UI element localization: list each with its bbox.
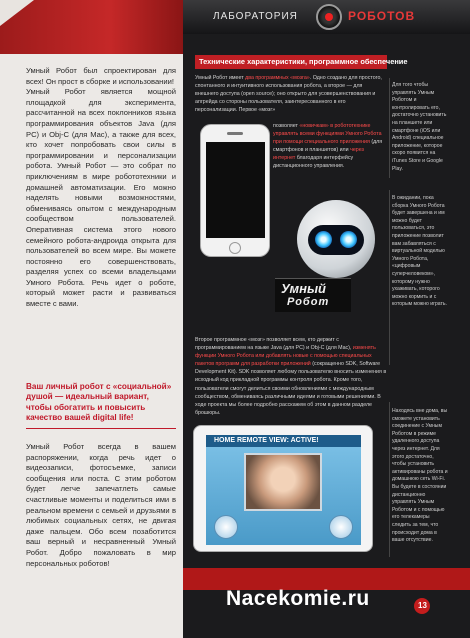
second-part-b: (сокращенно SDK, Software Development Kit). SDK позволяет любому пользователю вносить изменения в исходный код прикладной программы контроля робота. Кроме того, пользователи смогут делиться своими обновлениями с международным сообществом, обмениваясь различными идеями и готовыми решениями. В ходе проекта мы более подробно расскажем об этом в данном разделе брошюры. (195, 361, 387, 416)
left-red-strip (0, 0, 183, 54)
sidebar-divider-2 (389, 190, 390, 365)
sidebar-note-3: Находясь вне дома, вы сможете установить соединение с Умным Роботом в режиме удаленного доступа через интернет. Для этого достаточно, чтобы установить активированы робота и домашнюю сеть Wi-Fi. Вы будете в состоянии дистанционно управлять Умным Роботом и с помощью его телекамеры следить за тем, что происходит дома в ваше отсутствие. (392, 408, 448, 544)
phone-home-button (229, 242, 241, 254)
robot-eye-logo-icon (316, 4, 342, 30)
left-paragraph-3: Умный Робот всегда в вашем распоряжении, когда речь идет о видеозаписи, фотосъемке, записи сообщения или поста. С этим роботом будет легче запечатлеть самые счастливые моменты и поделиться ими в реальном времени с семьей и друзьями в любимых социальных сетях, не двигая даже пальцем. Обо всем позаботится ваш верный и несравненный Умный Робот. Добро пожаловать в мир персональных роботов! (26, 442, 176, 568)
phone-speaker (227, 132, 243, 135)
brand-line-2: Робот (287, 296, 330, 308)
tablet-image (193, 425, 373, 552)
left-paragraph-1: Умный Робот был спроектирован для всех! Он прост в сборке и использовании! (26, 66, 176, 86)
joystick-right-icon (329, 515, 353, 539)
tablet-screen (206, 435, 361, 545)
intro-red: два программных «мозга» (245, 75, 310, 81)
intro-text (195, 74, 385, 114)
intro-c-a: позволяет (273, 123, 300, 129)
intro-part-a: Умный Робот имеет (195, 75, 246, 81)
second-part-a: Второе программное «мозг» позволяет всем, кто держит с программированием на языке Java (для PC) и Obj-C (для Mac), (195, 337, 353, 352)
tablet-status-bar (206, 435, 361, 447)
highlight-divider (26, 428, 176, 429)
header-label-right: РОБОТОВ (348, 9, 416, 23)
intro-c-red2: через интернет (273, 147, 364, 162)
sidebar-divider-1 (389, 78, 390, 178)
intro-text-continued (273, 122, 383, 171)
phone-screen (206, 142, 265, 238)
section-title: Технические характеристики, программное обеспечение (199, 57, 408, 66)
header-label-left: ЛАБОРАТОРИЯ (213, 11, 298, 22)
left-paragraph-2: Умный Робот является мощной площадкой для эксперимента, рассчитанной на всех поклонников языка программирования объектов Java (для PC) и Obj-C (для Mac), а также для всех, кто хочет попробовать свои силы в программировании и персонализации робота. Умный Робот — это собрат по приключениям в мире робототехники и домашней автоматизации. Его можно наделять новыми возможностями, обмениваясь опытом с международным сообществом пользователей. Оперативная система этого нового семейного робота-андроида открыта для пользователей во всем мире. Вы можете постоянно его совершенствовать, разделяя успех со всеми владельцами Умного Робота. Речь идет о роботе, который может расти и развиваться вместе с вами. (26, 87, 176, 309)
robot-head-image (297, 200, 375, 278)
robot-face (308, 225, 364, 255)
watermark: Nacekomie.ru (226, 587, 370, 610)
sidebar-divider-3 (389, 402, 390, 557)
second-brain-text (195, 336, 387, 417)
brand-logo (275, 278, 351, 312)
intro-c-red: «новичкам» в робототехнике управлять всеми функциями Умного Робота при помощи специального приложения (273, 123, 382, 146)
left-body-text (26, 66, 176, 310)
sidebar-note-2: В ожидании, пока сборка Умного Робота будет завершена и им можно будет пользоваться, это приложение позволит вам забавляться с виртуальной моделью Умного Робота, «цифровым суперчеловеком», которому нужно ухаживать, которого можно кормить и с которым можно играть. (392, 195, 447, 308)
smartphone-image (200, 124, 270, 257)
intro-part-b: . Одно создано для простого, спонтанного и интуитивного использования робота, а второе — для внешнего доступа (open source); оно открыто для усовершенствования и апгрейда со стороны пользователя, заинтересованного в его персонализации. Первое «мозг» (195, 75, 382, 114)
joystick-left-icon (214, 515, 238, 539)
camera-feed-photo (244, 453, 322, 511)
page-number: 13 (418, 601, 427, 610)
section-header-bar (183, 0, 470, 34)
tablet-status-text: HOME REMOTE VIEW: ACTIVE! (214, 437, 319, 444)
intro-c-b: (для смартфонов и планшетов) или (273, 139, 383, 154)
section-title-bar (195, 55, 408, 69)
second-red: изменять функции Умного Робота или добавлять новые с помощью специальных пакетов программ для разработки приложений (195, 345, 376, 368)
brand-line-1: Умный (281, 281, 326, 296)
sidebar-note-1: Для того чтобы управлять Умным Роботом и контролировать его, достаточно установить на планшете или смартфоне (iOS или Android) специальное приложение, которое скоро появится на iTunes Store и Google Play. (392, 82, 447, 172)
robot-eye-left-icon (315, 231, 332, 248)
robot-eye-right-icon (340, 231, 357, 248)
intro-c-c: благодаря интерфейсу дистанционного управления. (273, 155, 354, 170)
highlight-quote: Ваш личный робот с «социальной» душой — идеальный вариант, чтобы обогатить и повысить качество вашей digital life! (26, 382, 172, 423)
page-corner (0, 0, 34, 26)
